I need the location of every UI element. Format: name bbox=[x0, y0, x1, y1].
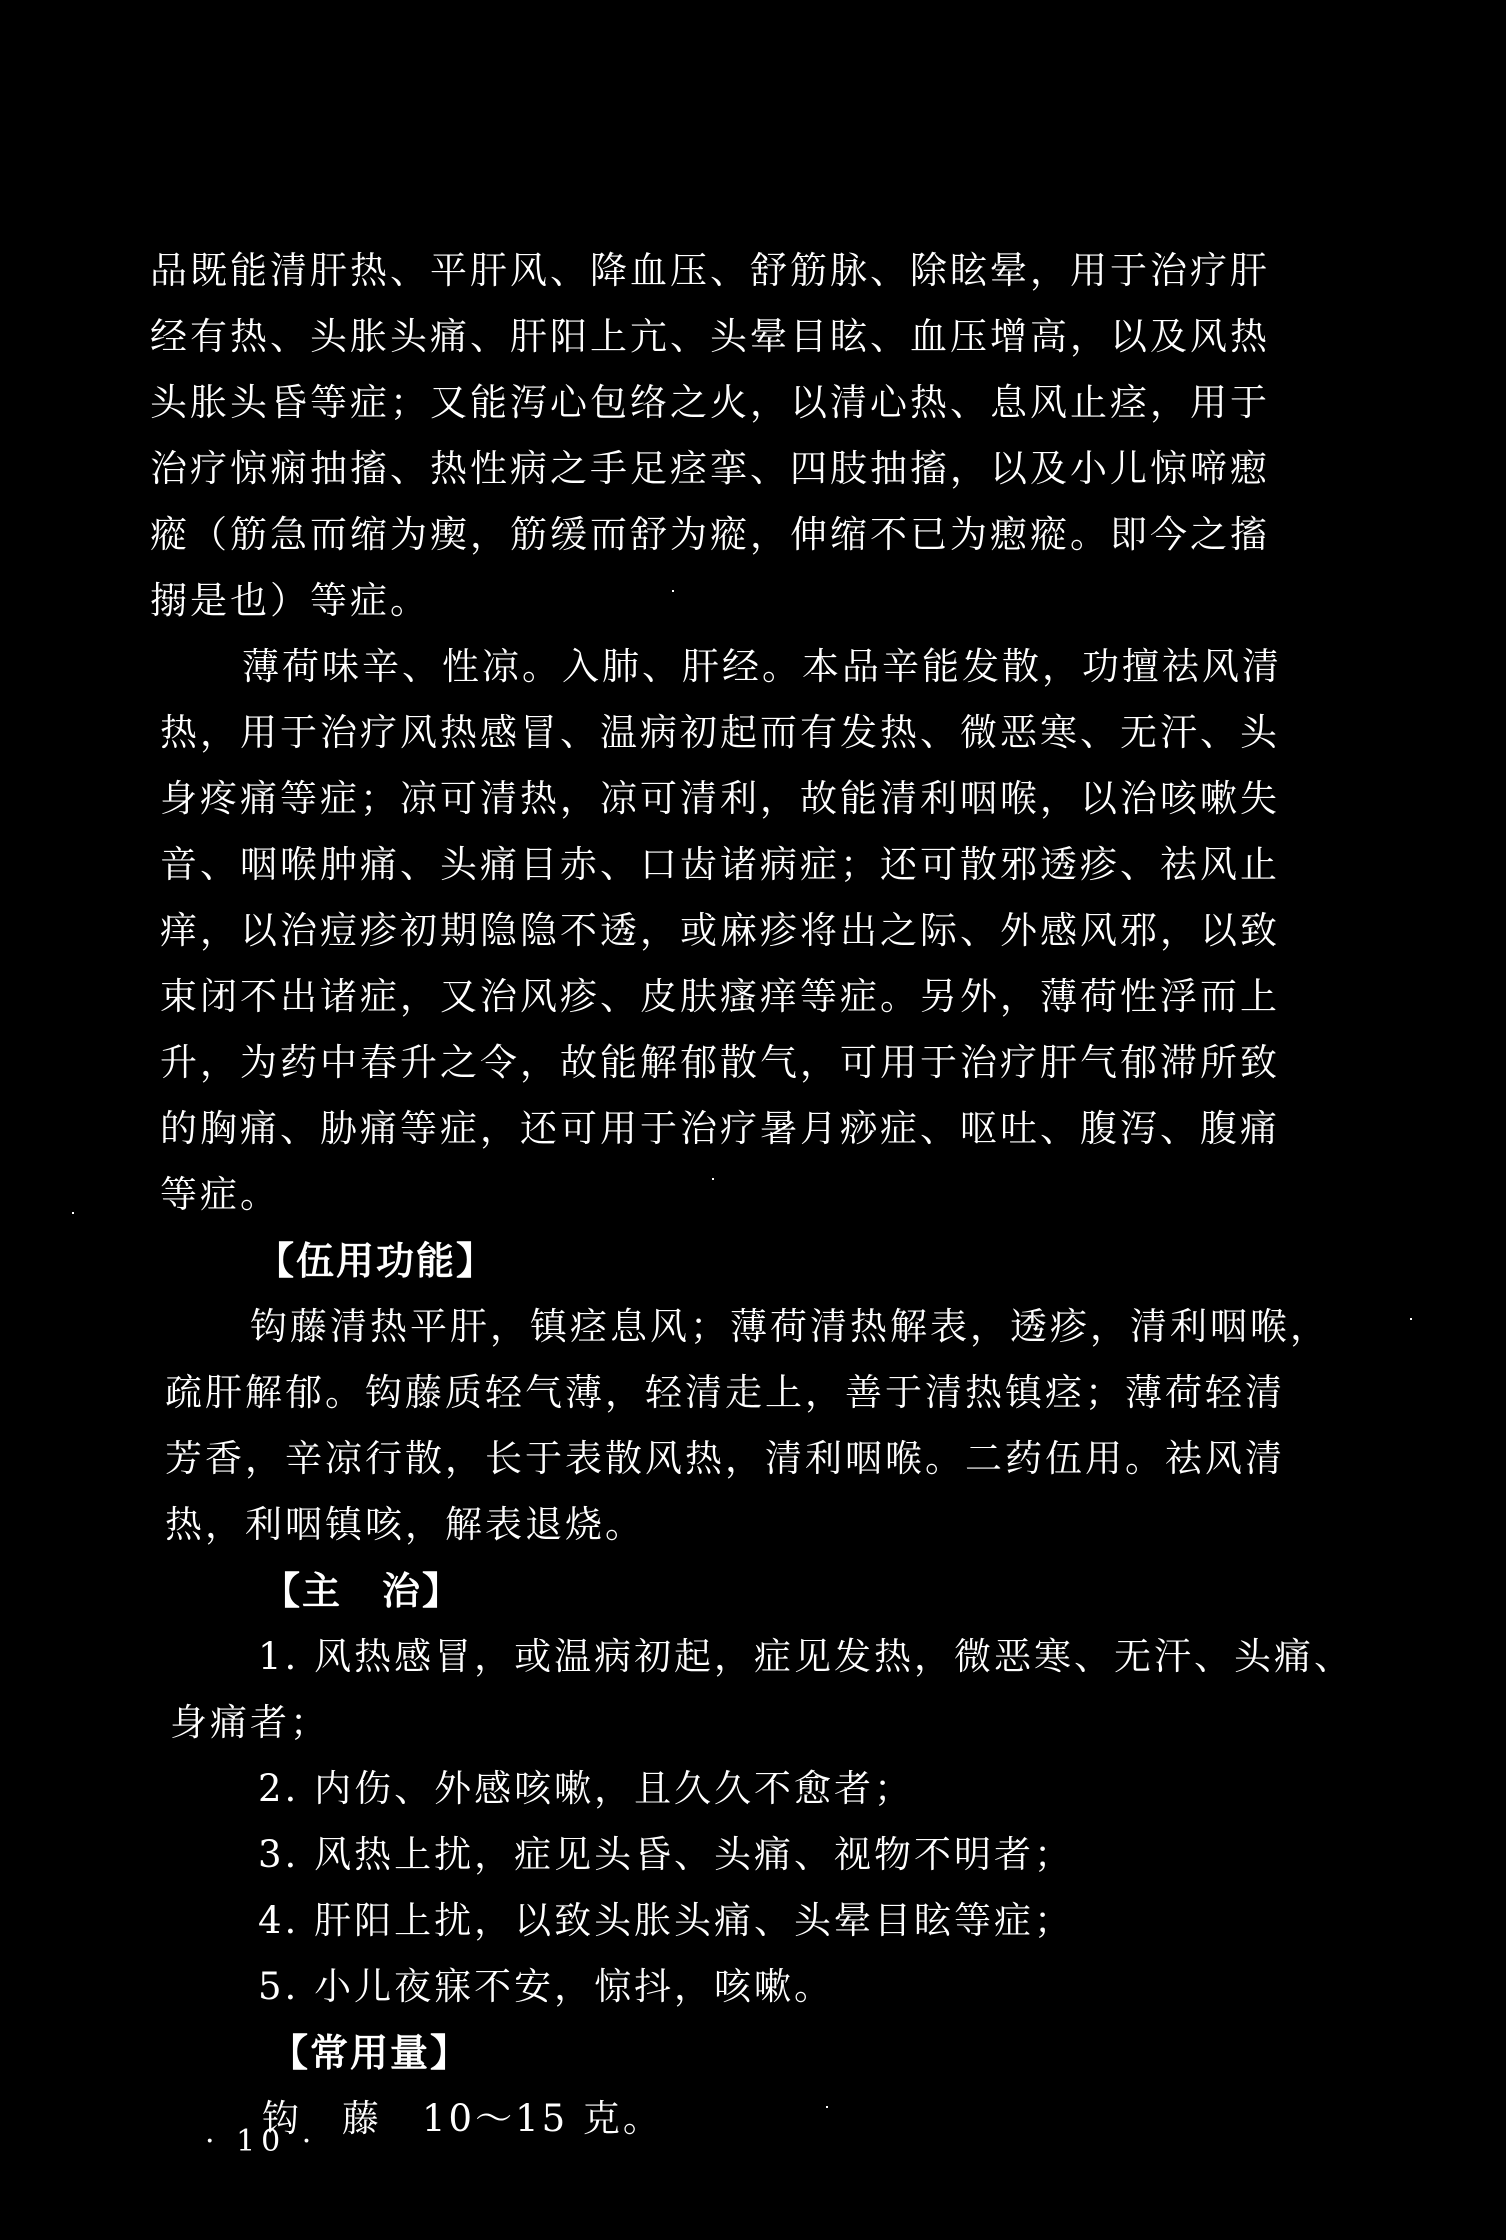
page-number: · 10 · bbox=[205, 2124, 318, 2159]
body-text-line: 头胀头昏等症；又能泻心包络之火，以清心热、息风止痉，用于 bbox=[150, 381, 1270, 424]
body-text-line: 瘲（筋急而缩为瘈，筋缓而舒为瘲，伸缩不已为瘛瘲。即今之搐 bbox=[150, 513, 1270, 556]
scan-speck bbox=[72, 1212, 74, 1214]
indication-item: 2. 内伤、外感咳嗽，且久久不愈者； bbox=[258, 1767, 915, 1810]
body-text-line: 升，为药中春升之令，故能解郁散气，可用于治疗肝气郁滞所致 bbox=[160, 1041, 1280, 1084]
scan-speck bbox=[1410, 1318, 1412, 1320]
body-text-line: 束闭不出诸症，又治风疹、皮肤瘙痒等症。另外，薄荷性浮而上 bbox=[160, 975, 1280, 1018]
compat-text-line: 钩藤清热平肝，镇痉息风；薄荷清热解表，透疹，清利咽喉， bbox=[250, 1305, 1330, 1348]
scan-speck bbox=[826, 2106, 828, 2108]
body-text-line: 痒，以治痘疹初期隐隐不透，或麻疹将出之际、外感风邪，以致 bbox=[160, 909, 1280, 952]
body-text-line: 品既能清肝热、平肝风、降血压、舒筋脉、除眩晕，用于治疗肝 bbox=[150, 249, 1270, 292]
body-text-line: 等症。 bbox=[160, 1173, 280, 1216]
scan-speck bbox=[672, 590, 674, 592]
section-heading-indications: 【主 治】 bbox=[262, 1569, 463, 1613]
indication-item: 1. 风热感冒，或温病初起，症见发热，微恶寒、无汗、头痛、 bbox=[258, 1635, 1355, 1678]
body-text-line: 经有热、头胀头痛、肝阳上亢、头晕目眩、血压增高，以及风热 bbox=[150, 315, 1270, 358]
compat-text-line: 芳香，辛凉行散，长于表散风热，清利咽喉。二药伍用。祛风清 bbox=[165, 1437, 1285, 1480]
compat-text-line: 疏肝解郁。钩藤质轻气薄，轻清走上，善于清热镇痉；薄荷轻清 bbox=[165, 1371, 1285, 1414]
indication-item: 5. 小儿夜寐不安，惊抖，咳嗽。 bbox=[258, 1965, 835, 2008]
body-text-line: 音、咽喉肿痛、头痛目赤、口齿诸病症；还可散邪透疹、祛风止 bbox=[160, 843, 1280, 886]
body-text-line: 搦是也）等症。 bbox=[150, 579, 430, 622]
body-text-line: 治疗惊痫抽搐、热性病之手足痉挛、四肢抽搐，以及小儿惊啼瘛 bbox=[150, 447, 1270, 490]
body-text-line: 薄荷味辛、性凉。入肺、肝经。本品辛能发散，功擅祛风清 bbox=[242, 645, 1282, 688]
body-text-line: 的胸痛、胁痛等症，还可用于治疗暑月痧症、呕吐、腹泻、腹痛 bbox=[160, 1107, 1280, 1150]
section-heading-compatibility: 【伍用功能】 bbox=[256, 1239, 497, 1283]
section-heading-dosage: 【常用量】 bbox=[270, 2031, 471, 2075]
scan-speck bbox=[712, 1178, 714, 1180]
body-text-line: 热，用于治疗风热感冒、温病初起而有发热、微恶寒、无汗、头 bbox=[160, 711, 1280, 754]
compat-text-line: 热，利咽镇咳，解表退烧。 bbox=[165, 1503, 645, 1546]
indication-item: 4. 肝阳上扰，以致头胀头痛、头晕目眩等症； bbox=[258, 1899, 1075, 1942]
dosage-text: 钩 藤 10～15 克。 bbox=[262, 2097, 663, 2140]
indication-item: 身痛者； bbox=[170, 1701, 330, 1744]
indication-item: 3. 风热上扰，症见头昏、头痛、视物不明者； bbox=[258, 1833, 1075, 1876]
body-text-line: 身疼痛等症；凉可清热，凉可清利，故能清利咽喉，以治咳嗽失 bbox=[160, 777, 1280, 820]
